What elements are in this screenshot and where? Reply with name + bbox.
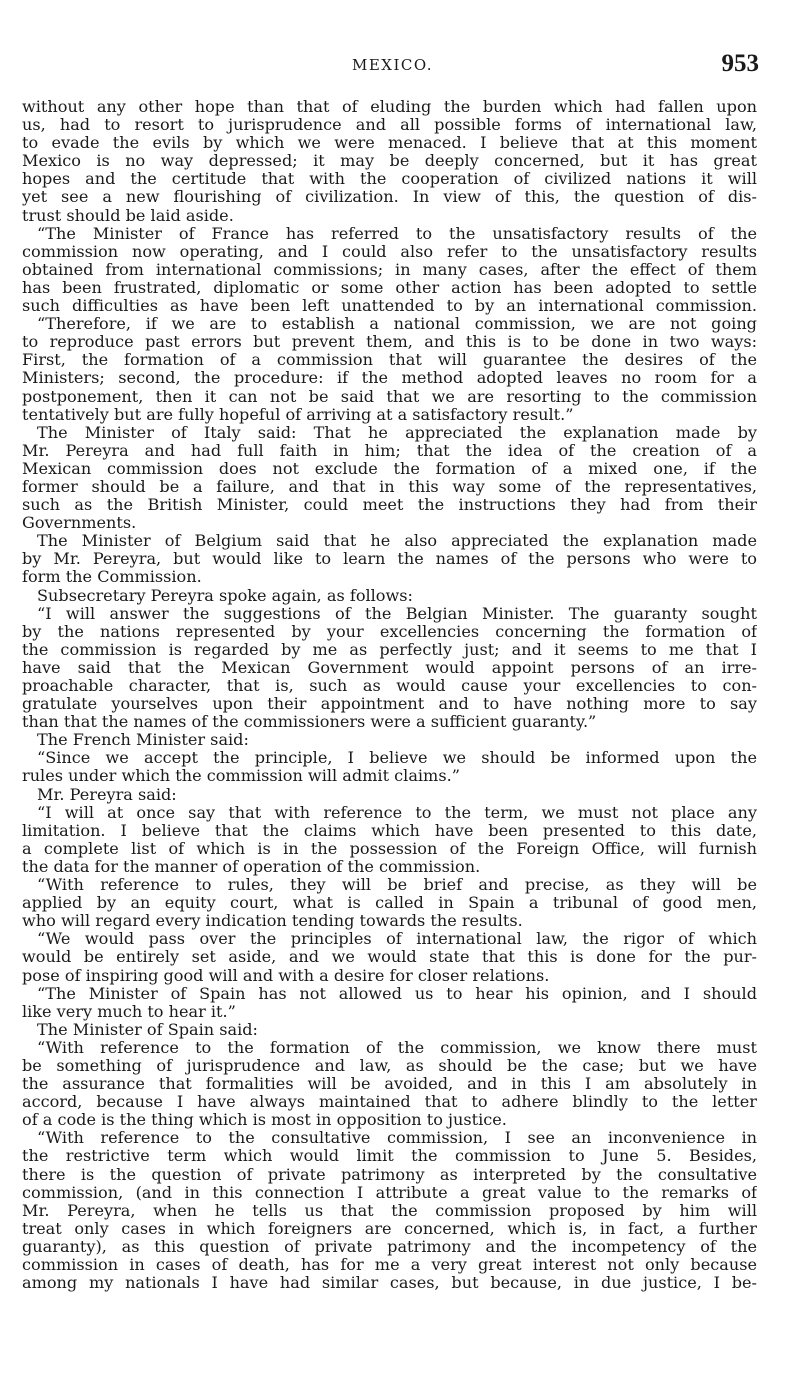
text-line: The French Minister said:: [37, 731, 249, 750]
text-line: Mexico is no way depressed; it may be deeply concerned, but it has great: [22, 152, 757, 171]
text-line: who will regard every indication tending towards the results.: [22, 912, 523, 931]
text-line: like very much to hear it.”: [22, 1002, 236, 1021]
text-line: a complete list of which is in the possession of the Foreign Office, will furnish: [22, 839, 757, 858]
text-line: “The Minister of Spain has not allowed us to hear his opinion, and I should: [37, 984, 757, 1003]
text-line: hopes and the certitude that with the cooperation of civilized nations it will: [22, 170, 757, 189]
text-line: tentatively but are fully hopeful of arriving at a satisfactory result.”: [22, 405, 574, 424]
text-line: us, had to resort to jurisprudence and all possible forms of international law,: [22, 116, 757, 135]
text-line: The Minister of Belgium said that he also appreciated the explanation made: [37, 532, 757, 551]
text-line: guaranty), as this question of private patrimony and the incompetency of the: [22, 1237, 757, 1256]
running-title: MEXICO.: [352, 56, 434, 74]
text-line: there is the question of private patrimony as interpreted by the consultative: [22, 1165, 757, 1184]
body-text: [22, 98, 757, 1292]
text-line: to reproduce past errors but prevent them, and this is to be done in two ways:: [22, 333, 757, 352]
text-line: the commission is regarded by me as perfectly just; and it seems to me that I: [22, 640, 757, 659]
text-line: Mexican commission does not exclude the formation of a mixed one, if the: [22, 459, 757, 478]
text-line: of a code is the thing which is most in opposition to justice.: [22, 1111, 507, 1130]
text-line: has been frustrated, diplomatic or some other action has been adopted to settle: [22, 278, 757, 297]
text-line: the assurance that formalities will be avoided, and in this I am absolutely in: [22, 1075, 757, 1094]
text-line: by the nations represented by your excellencies concerning the formation of: [22, 622, 757, 641]
text-line: First, the formation of a commission that will guarantee the desires of the: [22, 351, 757, 370]
text-line: such as the British Minister, could meet the instructions they had from their: [22, 496, 757, 515]
text-line: Subsecretary Pereyra spoke again, as follows:: [37, 586, 413, 605]
text-line: such difficulties as have been left unattended to by an international commission.: [22, 297, 757, 316]
text-line: limitation. I believe that the claims which have been presented to this date,: [22, 821, 757, 840]
text-line: be something of jurisprudence and law, as should be the case; but we have: [22, 1056, 757, 1075]
text-line: gratulate yourselves upon their appointment and to have nothing more to say: [22, 695, 757, 714]
text-line: “With reference to rules, they will be brief and precise, as they will be: [37, 876, 757, 895]
text-line: Mr. Pereyra, when he tells us that the commission proposed by him will: [22, 1201, 757, 1220]
text-line: “Therefore, if we are to establish a national commission, we are not going: [37, 315, 757, 334]
text-line: “Since we accept the principle, I believe we should be informed upon the: [37, 749, 757, 768]
text-line: treat only cases in which foreigners are concerned, which is, in fact, a further: [22, 1219, 757, 1238]
text-line: The Minister of Spain said:: [37, 1020, 258, 1039]
text-line: yet see a new flourishing of civilization. In view of this, the question of dis-: [22, 188, 757, 207]
text-line: proachable character, that is, such as would cause your excellencies to con-: [22, 677, 757, 695]
text-line: without any other hope than that of eluding the burden which had fallen upon: [22, 98, 757, 116]
text-line: the restrictive term which would limit the commission to June 5. Besides,: [22, 1147, 757, 1166]
text-line: have said that the Mexican Government would appoint persons of an irre-: [22, 658, 757, 677]
text-line: commission in cases of death, has for me a very great interest not only because: [22, 1256, 757, 1274]
page-number: 953: [721, 50, 759, 77]
text-line: rules under which the commission will admit claims.”: [22, 767, 460, 786]
text-line: obtained from international commissions; in many cases, after the effect of them: [22, 260, 757, 279]
text-line: form the Commission.: [22, 568, 202, 587]
text-line: “I will answer the suggestions of the Belgian Minister. The guaranty sought: [37, 604, 757, 623]
text-line: former should be a failure, and that in this way some of the representatives,: [22, 477, 757, 496]
text-line: “With reference to the formation of the commission, we know there must: [37, 1038, 757, 1057]
text-line: pose of inspiring good will and with a desire for closer relations.: [22, 966, 550, 985]
text-line: to evade the evils by which we were menaced. I believe that at this moment: [22, 134, 757, 153]
text-line: commission, (and in this connection I attribute a great value to the remarks of: [22, 1183, 757, 1202]
text-line: postponement, then it can not be said that we are resorting to the commission: [22, 387, 757, 406]
text-line: commission now operating, and I could also refer to the unsatisfactory results: [22, 242, 757, 261]
text-line: Mr. Pereyra said:: [37, 785, 177, 804]
text-line: by Mr. Pereyra, but would like to learn the names of the persons who were to: [22, 550, 757, 569]
text-line: trust should be laid aside.: [22, 206, 234, 225]
text-line: Mr. Pereyra and had full faith in him; that the idea of the creation of a: [22, 441, 757, 460]
text-line: would be entirely set aside, and we would state that this is done for the pur-: [22, 948, 757, 967]
text-line: applied by an equity court, what is called in Spain a tribunal of good men,: [22, 894, 757, 913]
text-line: The Minister of Italy said: That he appreciated the explanation made by: [37, 423, 757, 442]
text-line: accord, because I have always maintained that to adhere blindly to the letter: [22, 1093, 757, 1112]
text-line: “The Minister of France has referred to the unsatisfactory results of the: [37, 224, 757, 243]
text-line: “We would pass over the principles of international law, the rigor of which: [37, 930, 757, 949]
text-line: Governments.: [22, 514, 137, 533]
text-line: “With reference to the consultative commission, I see an inconvenience in: [37, 1129, 757, 1148]
text-line: “I will at once say that with reference to the term, we must not place any: [37, 803, 757, 822]
text-line: the data for the manner of operation of the commission.: [22, 857, 481, 876]
text-line: than that the names of the commissioners were a sufficient guaranty.”: [22, 713, 597, 732]
text-line: Ministers; second, the procedure: if the method adopted leaves no room for a: [22, 369, 757, 388]
text-line: among my nationals I have had similar cases, but because, in due justice, I be-: [22, 1274, 757, 1293]
running-head: [0, 50, 791, 80]
